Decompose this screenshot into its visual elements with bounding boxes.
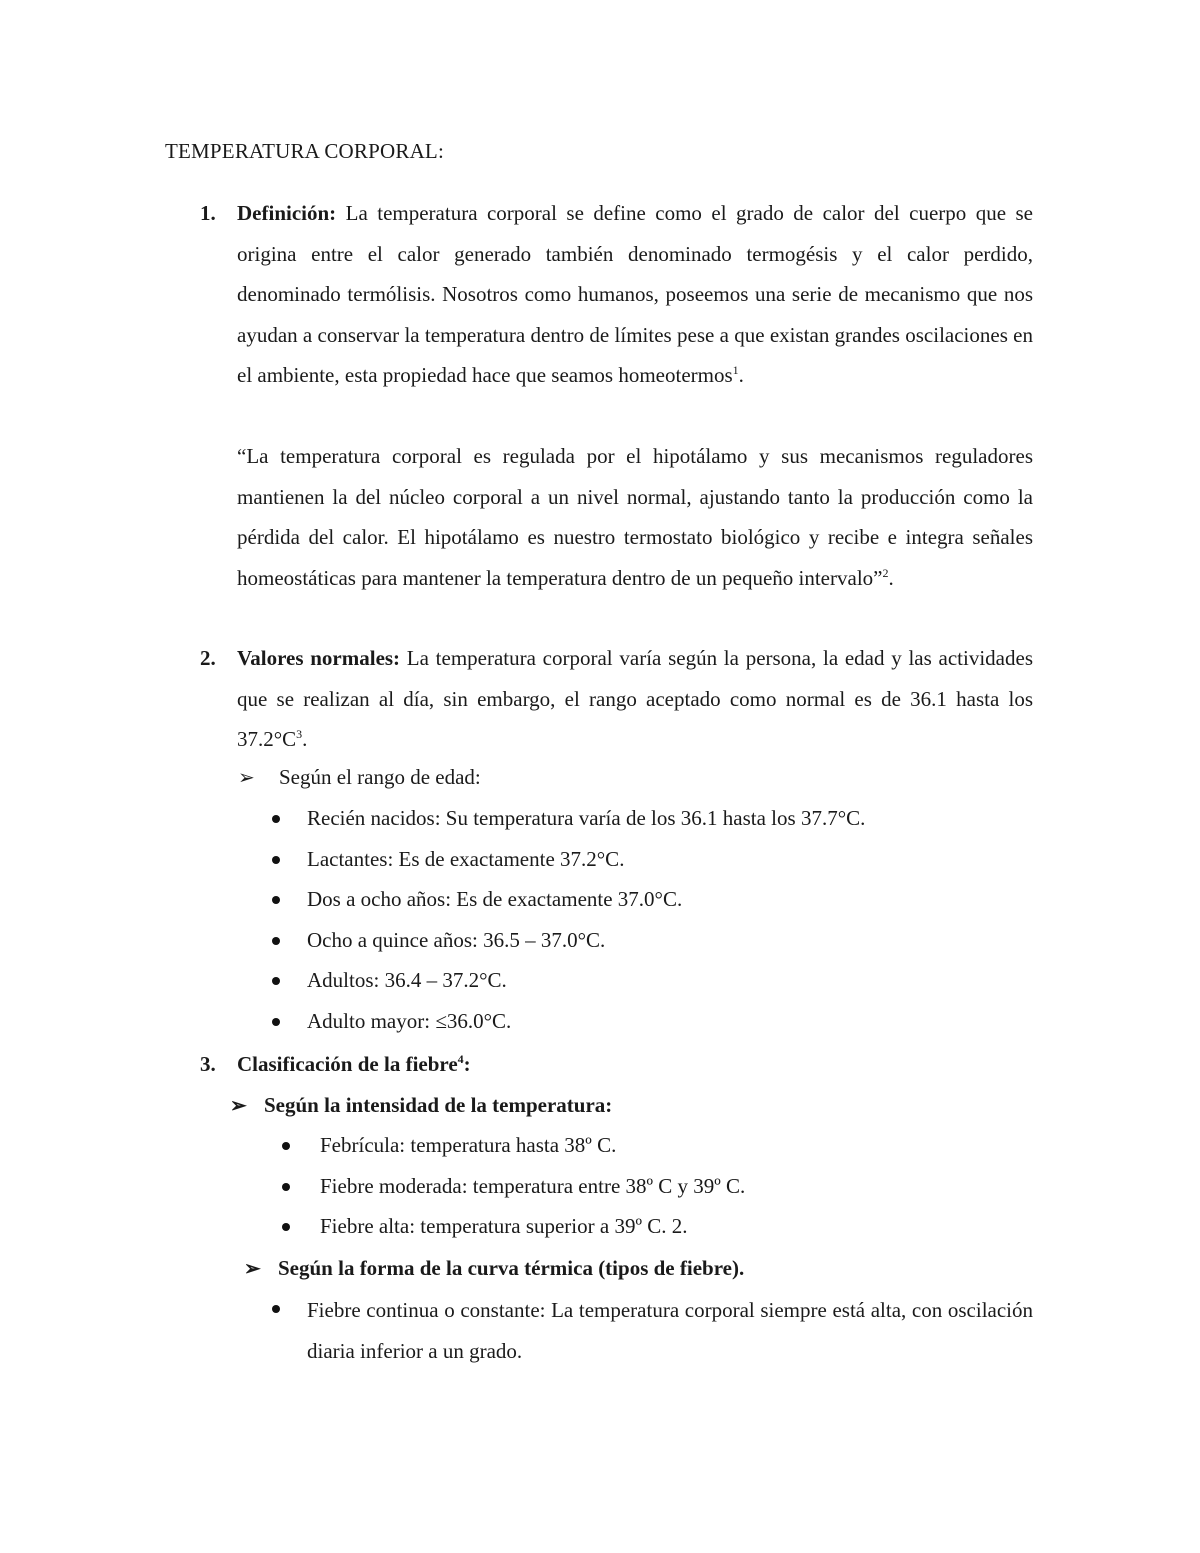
bullet-dot-icon bbox=[272, 1018, 280, 1026]
list-item: Adultos: 36.4 – 37.2°C. bbox=[307, 968, 507, 992]
arrow-bullet-icon: ➢ bbox=[230, 1095, 247, 1117]
list-item: Febrícula: temperatura hasta 38º C. bbox=[320, 1133, 617, 1157]
list-item: Fiebre moderada: temperatura entre 38º C y 39º C. bbox=[320, 1174, 746, 1198]
bullet-dot-icon bbox=[282, 1183, 290, 1191]
bullet-dot-icon bbox=[272, 937, 280, 945]
age-range-heading: Según el rango de edad: bbox=[279, 765, 481, 789]
section-3-lead: Clasificación de la fiebre bbox=[237, 1052, 458, 1076]
bullet-dot-icon bbox=[282, 1223, 290, 1231]
section-1-quote bbox=[237, 436, 1033, 598]
list-item: Fiebre alta: temperatura superior a 39º C. 2. bbox=[320, 1214, 688, 1238]
list-item: Lactantes: Es de exactamente 37.2°C. bbox=[307, 847, 625, 871]
section-2-period: . bbox=[302, 727, 308, 752]
list-item: Fiebre continua o constante: La temperatura corporal siempre está alta, con oscilación diaria inferior a un grado. bbox=[307, 1298, 1033, 1363]
section-3-colon: : bbox=[463, 1052, 471, 1076]
bullet-dot-icon bbox=[272, 896, 280, 904]
section-1-lead: Definición: bbox=[237, 201, 337, 225]
bullet-dot-icon bbox=[272, 977, 280, 985]
section-3-heading bbox=[237, 1052, 471, 1077]
footnote-ref-3: 3 bbox=[296, 727, 303, 742]
section-1-quote-text: “La temperatura corporal es regulada por el hipotálamo y sus mecanismos reguladores mantienen la del núcleo corporal a un nivel normal, ajustando tanto la producción como la pérdida del calor. El hipotálamo es nuestro termostato biológico y recibe e integra señales homeostáticas para mantener la temperatura dentro de un pequeño intervalo” bbox=[237, 444, 1033, 590]
footnote-ref-2: 2 bbox=[882, 565, 889, 580]
section-1-number: 1. bbox=[200, 201, 216, 225]
section-1-period: . bbox=[738, 363, 744, 388]
list-item: Ocho a quince años: 36.5 – 37.0°C. bbox=[307, 928, 606, 952]
bullet-dot-icon bbox=[272, 856, 280, 864]
bullet-dot-icon bbox=[282, 1142, 290, 1150]
section-1-definition bbox=[237, 193, 1033, 396]
section-2-values bbox=[237, 638, 1033, 760]
section-2-number: 2. bbox=[200, 646, 216, 670]
footnote-ref-1: 1 bbox=[732, 363, 739, 378]
section-1-quote-period: . bbox=[888, 565, 894, 590]
arrow-bullet-icon: ➢ bbox=[244, 1258, 261, 1280]
list-item: Adulto mayor: ≤36.0°C. bbox=[307, 1009, 512, 1033]
bullet-dot-icon bbox=[272, 815, 280, 823]
curve-heading: Según la forma de la curva térmica (tipos de fiebre). bbox=[278, 1256, 745, 1280]
section-2-lead: Valores normales: bbox=[237, 646, 401, 670]
arrow-bullet-icon: ➢ bbox=[238, 767, 255, 789]
footnote-ref-4: 4 bbox=[457, 1052, 464, 1066]
intensity-heading: Según la intensidad de la temperatura: bbox=[264, 1093, 613, 1117]
list-item: Recién nacidos: Su temperatura varía de los 36.1 hasta los 37.7°C. bbox=[307, 806, 866, 830]
section-1-text: La temperatura corporal se define como el grado de calor del cuerpo que se origina entre el calor generado también denominado termogésis y el calor perdido, denominado termólisis. Nosotros como humanos, poseemos una serie de mecanismo que nos ayudan a conservar la temperatura dentro de límites pese a que existan grandes oscilaciones en el ambiente, esta propiedad hace que seamos homeotermos bbox=[237, 201, 1033, 388]
document-title: TEMPERATURA CORPORAL: bbox=[165, 139, 444, 163]
list-item: Dos a ocho años: Es de exactamente 37.0°C. bbox=[307, 887, 683, 911]
section-3-number: 3. bbox=[200, 1052, 216, 1076]
bullet-dot-icon bbox=[272, 1305, 280, 1313]
section-2-text: La temperatura corporal varía según la persona, la edad y las actividades que se realizan al día, sin embargo, el rango aceptado como normal es de 36.1 hasta los 37.2°C bbox=[237, 646, 1033, 752]
